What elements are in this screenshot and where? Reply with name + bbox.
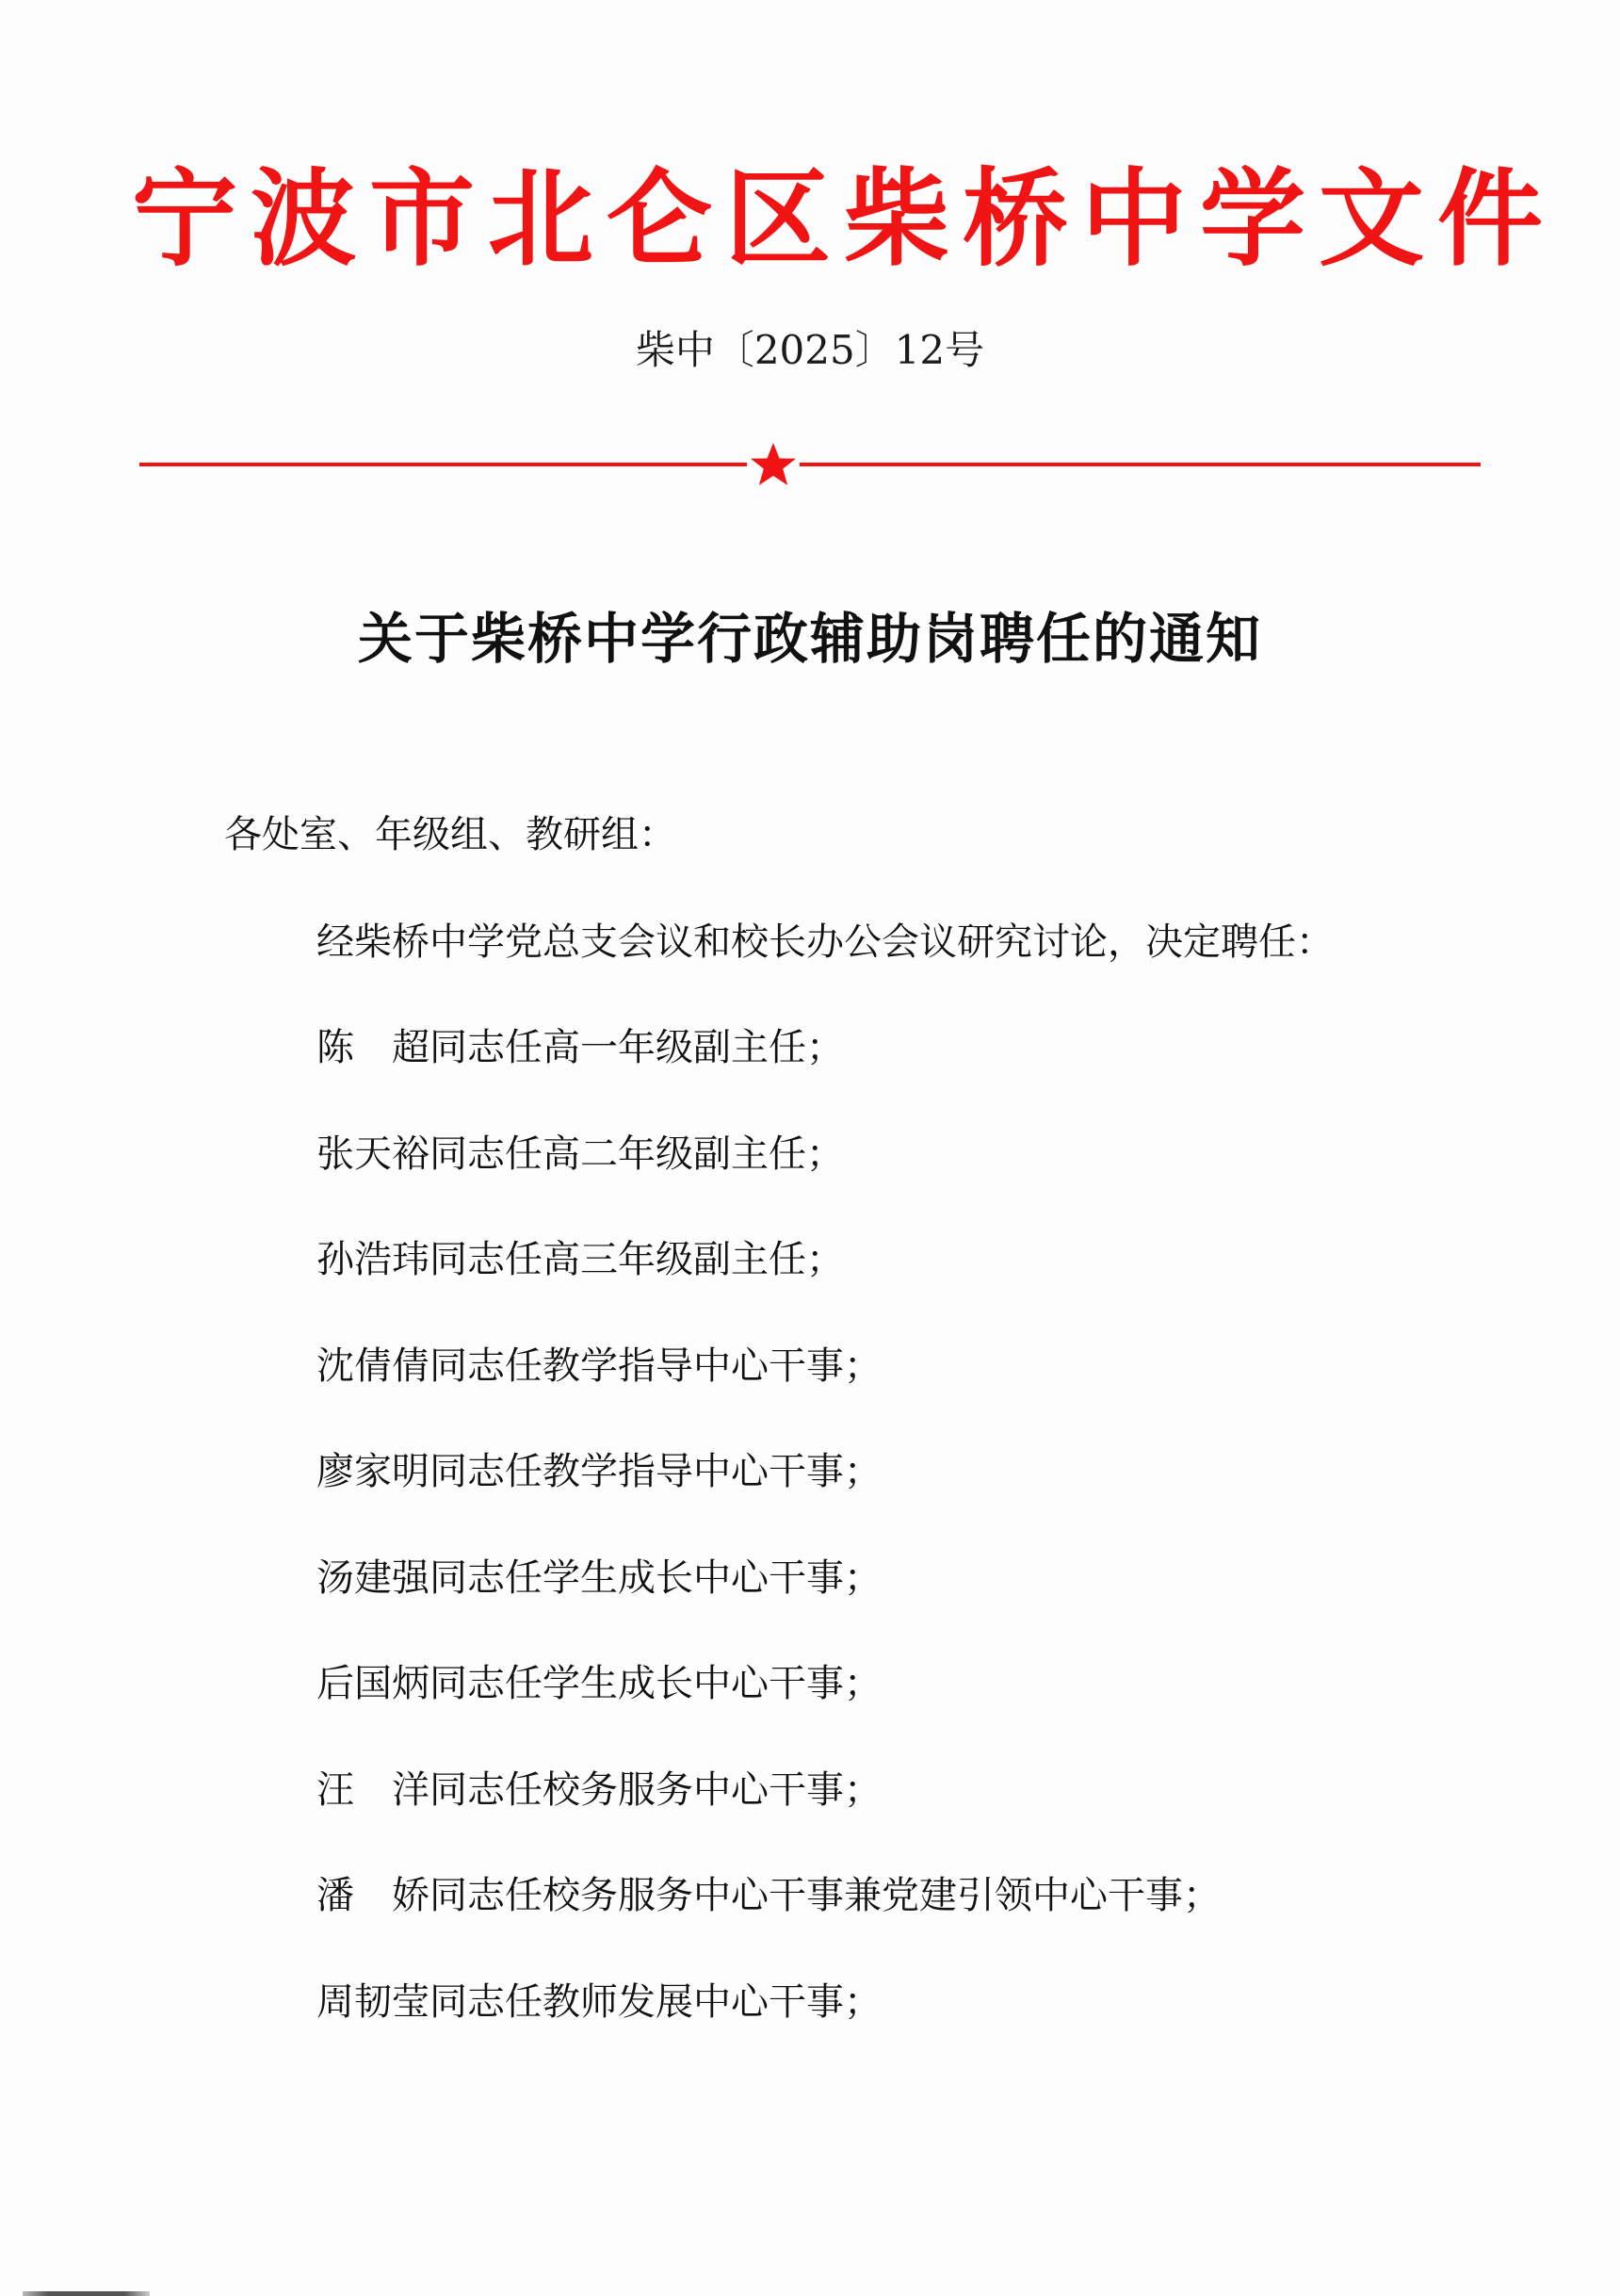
appointment-text: 同志任高二年级副主任； <box>429 1132 844 1176</box>
appointee-name: 汪 洋 <box>316 1767 429 1812</box>
page-edge-shadow <box>23 2291 150 2296</box>
appointee-name: 陈 超 <box>316 1026 429 1069</box>
appointment-text: 同志任校务服务中心干事兼党建引领中心干事； <box>429 1874 1221 1917</box>
appointment-item <box>316 1019 1221 1126</box>
appointee-name: 廖家明 <box>316 1450 429 1493</box>
appointment-item <box>316 1338 1221 1444</box>
star-icon <box>748 441 799 488</box>
appointment-item <box>316 1867 1221 1974</box>
appointment-text: 同志任教师发展中心干事； <box>429 1979 882 2024</box>
appointment-text: 同志任学生成长中心干事； <box>429 1555 882 1600</box>
appointment-item <box>316 1762 1221 1868</box>
appointee-name: 汤建强 <box>316 1555 429 1600</box>
document-number: 柴中〔2025〕12号 <box>635 327 985 373</box>
appointment-item <box>316 1231 1221 1338</box>
document-header-title: 宁波市北仑区柴桥中学文件 <box>132 158 1556 281</box>
appointee-name: 沈倩倩 <box>316 1343 429 1388</box>
appointment-item <box>316 1126 1221 1232</box>
appointee-name: 孙浩玮 <box>316 1238 429 1281</box>
appointment-item <box>316 1443 1221 1550</box>
appointee-name: 后国炳 <box>316 1662 429 1705</box>
separator-line-right <box>800 463 1481 466</box>
appointment-text: 同志任学生成长中心干事； <box>429 1662 882 1705</box>
separator-line-left <box>139 463 747 466</box>
red-separator <box>139 441 1481 488</box>
appointee-name: 周韧莹 <box>316 1979 429 2024</box>
appointee-name: 潘 娇 <box>316 1874 429 1917</box>
appointment-text: 同志任校务服务中心干事； <box>429 1767 882 1812</box>
appointment-text: 同志任教学指导中心干事； <box>429 1343 882 1388</box>
appointment-item <box>316 1655 1221 1762</box>
appointment-item <box>316 1974 1221 2080</box>
intro-paragraph: 经柴桥中学党总支会议和校长办公会议研究讨论，决定聘任： <box>316 920 1334 964</box>
notice-title: 关于柴桥中学行政辅助岗聘任的通知 <box>357 607 1262 671</box>
appointment-text: 同志任高一年级副主任； <box>429 1026 844 1069</box>
appointee-name: 张天裕 <box>316 1132 429 1176</box>
appointment-text: 同志任教学指导中心干事； <box>429 1450 882 1493</box>
salutation: 各处室、年级组、教研组： <box>224 813 676 856</box>
appointment-list <box>316 1019 1221 2079</box>
appointment-text: 同志任高三年级副主任； <box>429 1238 844 1281</box>
appointment-item <box>316 1550 1221 1656</box>
